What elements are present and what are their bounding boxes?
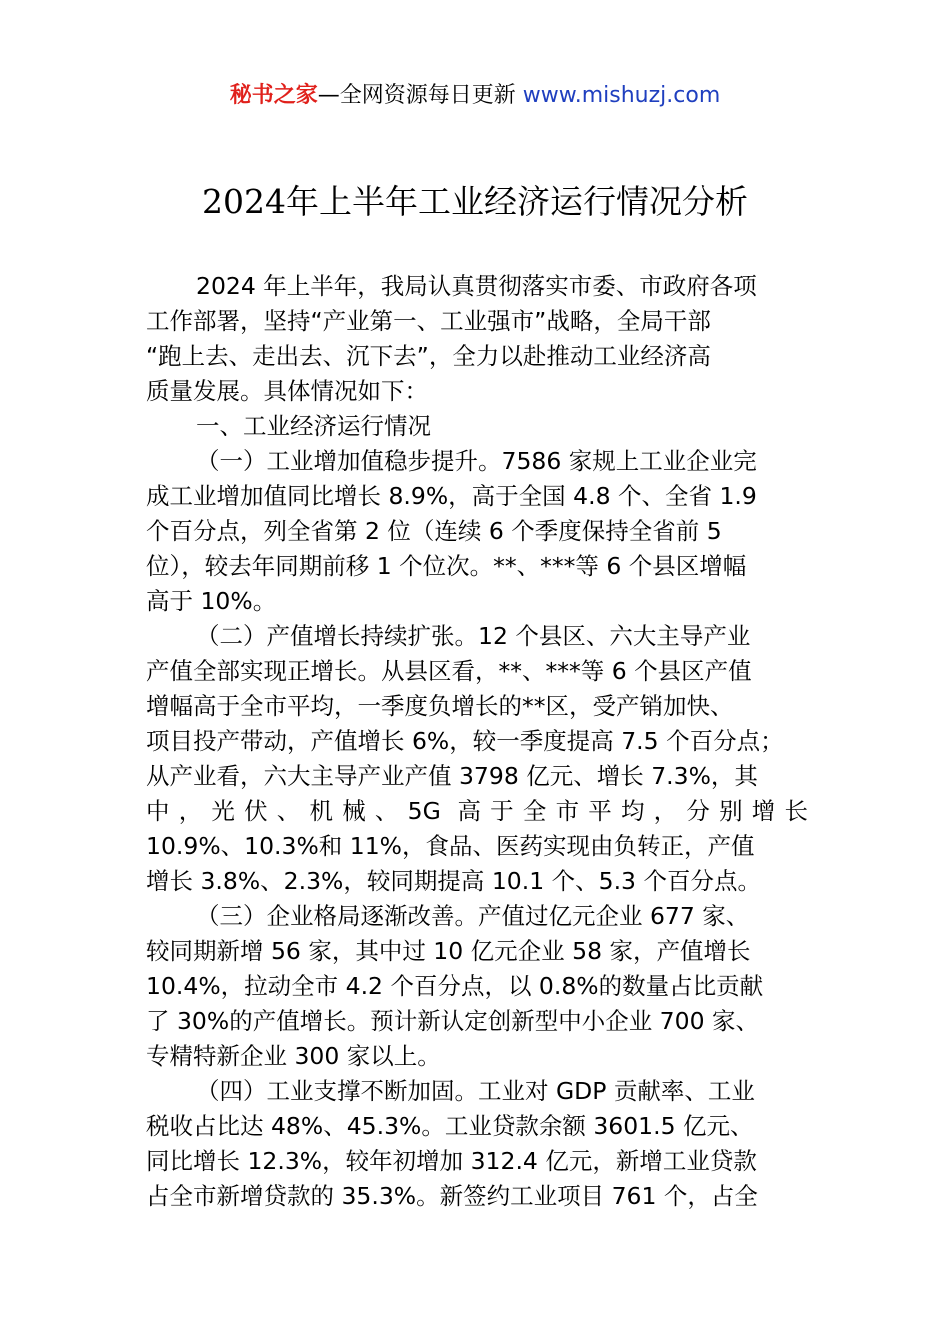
- text-line: 成工业增加值同比增长 8.9%，高于全国 4.8 个、全省 1.9: [146, 482, 757, 510]
- document-title: 2024年上半年工业经济运行情况分析: [202, 182, 748, 221]
- text-line: 了 30%的产值增长。预计新认定创新型中小企业 700 家、: [146, 1007, 759, 1035]
- text-line: 税收占比达 48%、45.3%。工业贷款余额 3601.5 亿元、: [146, 1112, 754, 1140]
- text-line: 个百分点，列全省第 2 位（连续 6 个季度保持全省前 5: [146, 517, 722, 545]
- text-line: 质量发展。具体情况如下：: [146, 377, 428, 405]
- text-line: （二）产值增长持续扩张。12 个县区、六大主导产业: [196, 622, 751, 650]
- text-line: 专精特新企业 300 家以上。: [146, 1042, 441, 1070]
- text-line: （三）企业格局逐渐改善。产值过亿元企业 677 家、: [196, 902, 750, 930]
- text-line: 中，光伏、机械、5G 高于全市平均，分别增长: [146, 797, 808, 825]
- text-line: 较同期新增 56 家，其中过 10 亿元企业 58 家，产值增长: [146, 937, 751, 965]
- text-line: 高于 10%。: [146, 587, 277, 615]
- text-line: 位），较去年同期前移 1 个位次。**、***等 6 个县区增幅: [146, 552, 747, 580]
- text-line: 同比增长 12.3%，较年初增加 312.4 亿元，新增工业贷款: [146, 1147, 757, 1175]
- text-line: 增长 3.8%、2.3%，较同期提高 10.1 个、5.3 个百分点。: [146, 867, 761, 895]
- text-line: （一）工业增加值稳步提升。7586 家规上工业企业完: [196, 447, 757, 475]
- site-tagline: —全网资源每日更新: [317, 83, 516, 108]
- text-line: 10.4%，拉动全市 4.2 个百分点，以 0.8%的数量占比贡献: [146, 972, 764, 1000]
- text-line: 项目投产带动，产值增长 6%，较一季度提高 7.5 个百分点；: [146, 727, 784, 755]
- site-brand[interactable]: 秘书之家: [229, 83, 318, 108]
- text-line: 2024 年上半年，我局认真贯彻落实市委、市政府各项: [196, 272, 757, 300]
- text-line: 从产业看，六大主导产业产值 3798 亿元、增长 7.3%，其: [146, 762, 758, 790]
- text-line: 工作部署，坚持“产业第一、工业强市”战略，全局干部: [146, 307, 711, 335]
- site-header: [0, 80, 950, 112]
- text-line: 增幅高于全市平均，一季度负增长的**区，受产销加快、: [146, 692, 734, 720]
- text-line: 10.9%、10.3%和 11%，食品、医药实现由负转正，产值: [146, 832, 755, 860]
- text-line: 产值全部实现正增长。从县区看，**、***等 6 个县区产值: [146, 657, 752, 685]
- text-line: （四）工业支撑不断加固。工业对 GDP 贡献率、工业: [196, 1077, 755, 1105]
- section-heading: 一、工业经济运行情况: [196, 412, 431, 440]
- text-line: 占全市新增贷款的 35.3%。新签约工业项目 761 个，占全: [146, 1182, 758, 1210]
- site-url-link[interactable]: www.mishuzj.com: [522, 83, 721, 108]
- text-line: “跑上去、走出去、沉下去”，全力以赴推动工业经济高: [146, 342, 711, 370]
